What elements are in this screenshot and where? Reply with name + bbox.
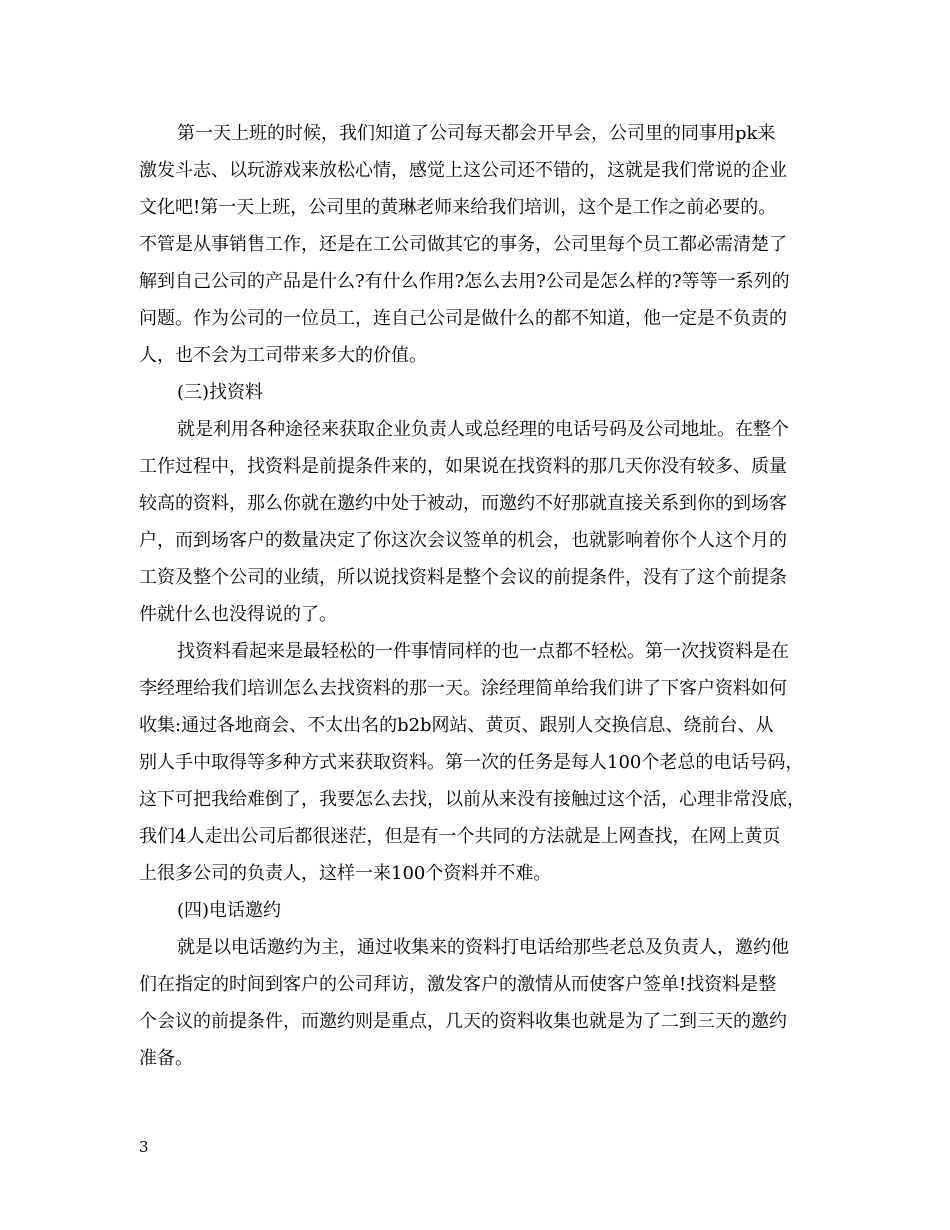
paragraph-line: 问题。作为公司的一位员工，连自己公司是做什么的都不知道，他一定是不负责的 xyxy=(139,308,787,329)
paragraph-line: 收集:通过各地商会、不太出名的b2b网站、黄页、跟别人交换信息、绕前台、从 xyxy=(139,715,774,736)
section-heading: (三)找资料 xyxy=(177,382,264,403)
paragraph-line: 工作过程中，找资料是前提条件来的，如果说在找资料的那几天你没有较多、质量 xyxy=(139,456,787,477)
paragraph-line: 上很多公司的负责人，这样一来100个资料并不难。 xyxy=(139,863,552,884)
paragraph-line: 个会议的前提条件，而邀约则是重点，几天的资料收集也就是为了二到三天的邀约 xyxy=(139,1011,787,1032)
paragraph-line: 不管是从事销售工作，还是在工公司做其它的事务，公司里每个员工都必需清楚了 xyxy=(139,234,787,255)
paragraph-line: 解到自己公司的产品是什么?有什么作用?怎么去用?公司是怎么样的?等等一系列的 xyxy=(139,271,790,292)
paragraph-line: 别人手中取得等多种方式来获取资料。第一次的任务是每人100个老总的电话号码， xyxy=(139,752,804,773)
paragraph-line: 激发斗志、以玩游戏来放松心情，感觉上这公司还不错的，这就是我们常说的企业 xyxy=(139,160,787,181)
paragraph-line: 就是以电话邀约为主，通过收集来的资料打电话给那些老总及负责人，邀约他 xyxy=(177,937,789,958)
paragraph-line: 工资及整个公司的业绩，所以说找资料是整个会议的前提条件，没有了这个前提条 xyxy=(139,567,787,588)
paragraph-line: 文化吧!第一天上班，公司里的黄琳老师来给我们培训，这个是工作之前必要的。 xyxy=(139,197,777,218)
paragraph-line: 准备。 xyxy=(139,1048,193,1069)
paragraph-line: 找资料看起来是最轻松的一件事情同样的也一点都不轻松。第一次找资料是在 xyxy=(177,641,789,662)
paragraph-line: 我们4人走出公司后都很迷茫，但是有一个共同的方法就是上网查找，在网上黄页 xyxy=(139,826,781,847)
paragraph-line: 第一天上班的时候，我们知道了公司每天都会开早会，公司里的同事用pk来 xyxy=(177,123,776,144)
paragraph-line: 户，而到场客户的数量决定了你这次会议签单的机会，也就影响着你个人这个月的 xyxy=(139,530,787,551)
page-number: 3 xyxy=(139,1138,149,1156)
paragraph-line: 较高的资料，那么你就在邀约中处于被动，而邀约不好那就直接关系到你的到场客 xyxy=(139,493,787,514)
paragraph-line: 李经理给我们培训怎么去找资料的那一天。涂经理简单给我们讲了下客户资料如何 xyxy=(139,678,787,699)
paragraph-line: 人，也不会为工司带来多大的价值。 xyxy=(139,345,427,366)
paragraph-line: 这下可把我给难倒了，我要怎么去找，以前从来没有接触过这个活，心理非常没底， xyxy=(139,789,805,810)
paragraph-line: 件就什么也没得说的了。 xyxy=(139,604,337,625)
paragraph-line: 们在指定的时间到客户的公司拜访，激发客户的激情从而使客户签单!找资料是整 xyxy=(139,974,777,995)
paragraph-line: 就是利用各种途径来获取企业负责人或总经理的电话号码及公司地址。在整个 xyxy=(177,419,789,440)
section-heading: (四)电话邀约 xyxy=(177,900,282,921)
